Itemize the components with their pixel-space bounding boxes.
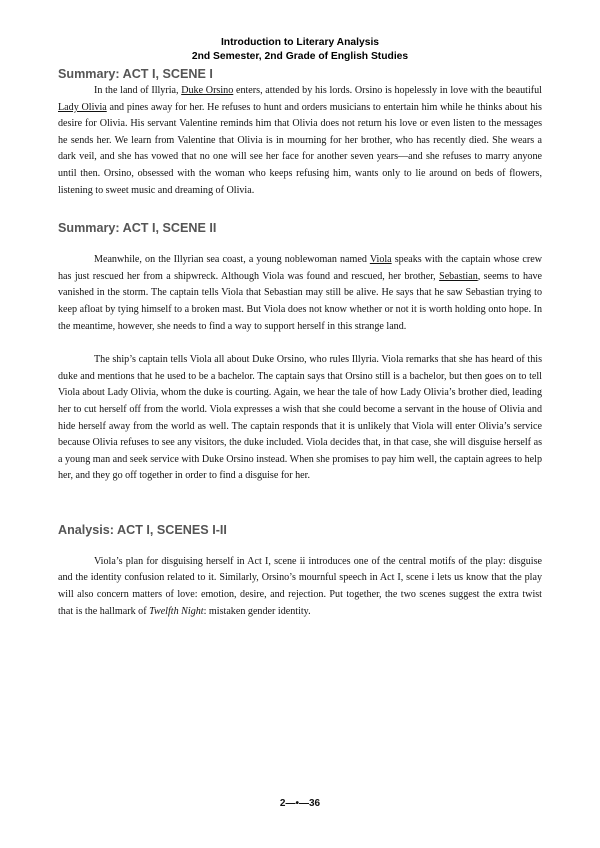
text-run: enters, attended by his lords. Orsino is hopelessly in love with the beautiful — [233, 85, 542, 96]
play-title: Twelfth Night — [149, 605, 204, 617]
link-duke-orsino[interactable]: Duke Orsino — [181, 85, 234, 96]
section-title-act1-scene1: Summary: ACT I, SCENE I — [58, 67, 213, 81]
document-header — [58, 36, 542, 64]
link-viola[interactable]: Viola — [369, 254, 392, 266]
paragraph-analysis — [58, 554, 542, 620]
paragraph-act1-scene1 — [58, 83, 542, 199]
text-run: Viola’s plan for disguising herself in Act I, scene ii introduces one of the central motifs of the play: disguise and the identity confusion related to it. Similarly, Orsino’s mournful speech in Act I, scene i lets us know that the play will also concern matters of love: emotion, desire, and rejection. Put together, the two scenes suggest the extra twist that is the hallmark of — [58, 555, 542, 617]
text-run: and pines away for her. He refuses to hunt and orders musicians to entertain him while he thinks about his desire for Olivia. His servant Valentine reminds him that Olivia does not return his love or even listen to the messages he sends her. We learn from Valentine that Olivia is in mourning for her brother, who has recently died. She wears a dark veil, and she has vowed that no one will see her face for another seven years—and she refuses to marry anyone until then. Orsino, obsessed with the woman who keeps refusing him, wants only to lie around on beds of flowers, listening to sweet music and dreaming of Olivia. — [58, 101, 542, 196]
text-run: Meanwhile, on the Illyrian sea coast, a young noblewoman named — [94, 254, 370, 266]
text-run: : mistaken gender identity. — [203, 605, 311, 617]
page-number: 2—•—36 — [279, 798, 321, 809]
course-subtitle: 2nd Semester, 2nd Grade of English Studies — [191, 51, 409, 62]
section-title-analysis: Analysis: ACT I, SCENES I-II — [58, 522, 227, 537]
course-title: Introduction to Literary Analysis — [220, 37, 380, 48]
section-title-act1-scene2: Summary: ACT I, SCENE II — [58, 221, 217, 236]
text-run: In the land of Illyria, — [94, 85, 182, 96]
paragraph-act1-scene2-first — [58, 252, 542, 335]
link-sebastian[interactable]: Sebastian — [439, 270, 478, 282]
link-lady-olivia[interactable]: Lady Olivia — [58, 101, 107, 113]
text-run: , seems to have vanished in the storm. The captain tells Viola that Sebastian may still be alive. He says that he saw Sebastian trying to keep afloat by tying himself to a broken mast. But Viola does not know whether or not it is worth holding onto hope. In the meantime, however, she needs to find a way to support herself in this strange land. — [58, 270, 542, 332]
document-page — [58, 36, 542, 620]
text-run: speaks with the captain whose crew has just rescued her from a shipwreck. Although Viola was found and rescued, her brother, — [58, 254, 543, 282]
paragraph-act1-scene2-second: The ship’s captain tells Viola all about Duke Orsino, who rules Illyria. Viola remarks that she has heard of this duke and mentions that he used to be a bachelor. The captain says that Orsino still is a bachelor, but then goes on to tell Viola about Lady Olivia, whom the duke is courting. Again, we hear the tale of how Lady Olivia’s brother died, leading her to cut herself off from the world. Viola expresses a wish that she could become a servant in the house of Olivia and hide herself away from the world as well. The captain responds that it is unlikely that Viola will enter Olivia’s service because Olivia refuses to see any visitors, the duke included. Viola decides that, in that case, she will disguise herself as a young man and seek service with Duke Orsino instead. When she promises to pay him well, the captain agrees to help her, and they go off together in order to find a disguise for her. — [58, 354, 542, 482]
